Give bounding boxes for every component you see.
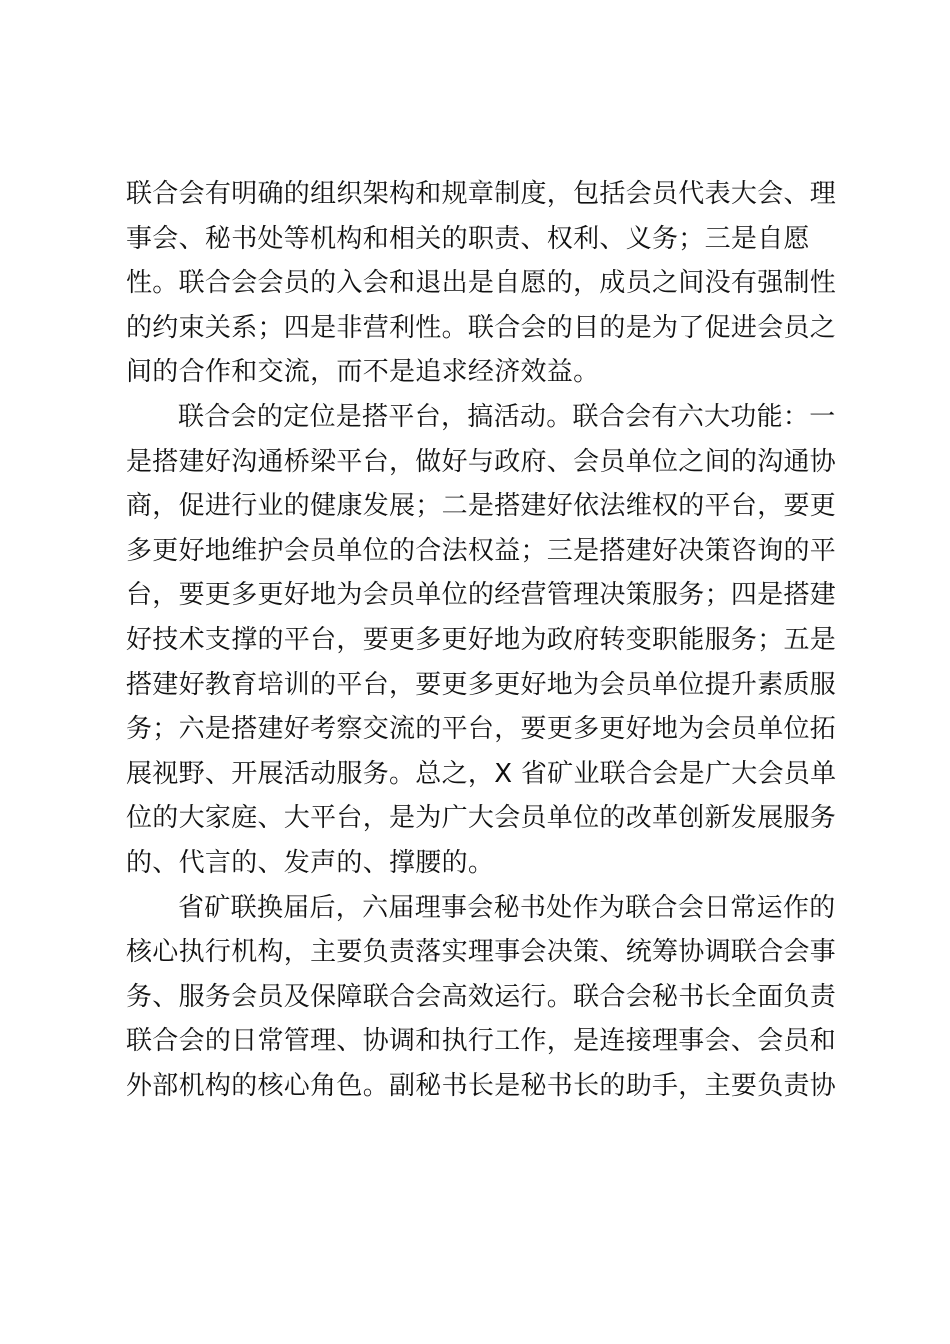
text-line: 外部机构的核心角色。副秘书长是秘书长的助手，主要负责协 [126,1070,837,1101]
document-body [126,172,837,1108]
text-line: 间的合作和交流，而不是追求经济效益。 [126,357,600,388]
text-line: 搭建好教育培训的平台，要更多更好地为会员单位提升素质服 [126,669,837,700]
text-line: 联合会的日常管理、协调和执行工作，是连接理事会、会员和 [126,1026,837,1057]
text-line: 省矿联换届后，六届理事会秘书处作为联合会日常运作的 [178,892,836,923]
text-line: 的约束关系；四是非营利性。联合会的目的是为了促进会员之 [126,312,837,343]
text-line: 联合会有明确的组织架构和规章制度，包括会员代表大会、理 [126,179,837,209]
text-line: 是搭建好沟通桥梁平台，做好与政府、会员单位之间的沟通协 [126,446,837,477]
text-line: 好技术支撑的平台，要更多更好地为政府转变职能服务；五是 [126,624,837,655]
text-line: 务、服务会员及保障联合会高效运行。联合会秘书长全面负责 [126,981,837,1012]
paragraph-3 [126,886,837,1109]
paragraph-1 [126,172,837,395]
text-line: 的、代言的、发声的、撑腰的。 [126,847,495,878]
text-line: 核心执行机构，主要负责落实理事会决策、统筹协调联合会事 [126,937,837,968]
paragraph-2 [126,395,837,886]
text-line: 性。联合会会员的入会和退出是自愿的，成员之间没有强制性 [126,268,837,299]
text-line: 台，要更多更好地为会员单位的经营管理决策服务；四是搭建 [126,580,837,611]
text-line: 位的大家庭、大平台，是为广大会员单位的改革创新发展服务 [126,803,837,834]
text-line: 展视野、开展活动服务。总之，X 省矿业联合会是广大会员单 [126,758,837,789]
text-line: 务；六是搭建好考察交流的平台，要更多更好地为会员单位拓 [126,714,837,745]
text-line: 事会、秘书处等机构和相关的职责、权利、义务；三是自愿 [126,223,810,254]
text-line: 多更好地维护会员单位的合法权益；三是搭建好决策咨询的平 [126,535,837,566]
text-line: 联合会的定位是搭平台，搞活动。联合会有六大功能：一 [178,401,836,432]
text-line: 商，促进行业的健康发展；二是搭建好依法维权的平台，要更 [126,491,837,522]
